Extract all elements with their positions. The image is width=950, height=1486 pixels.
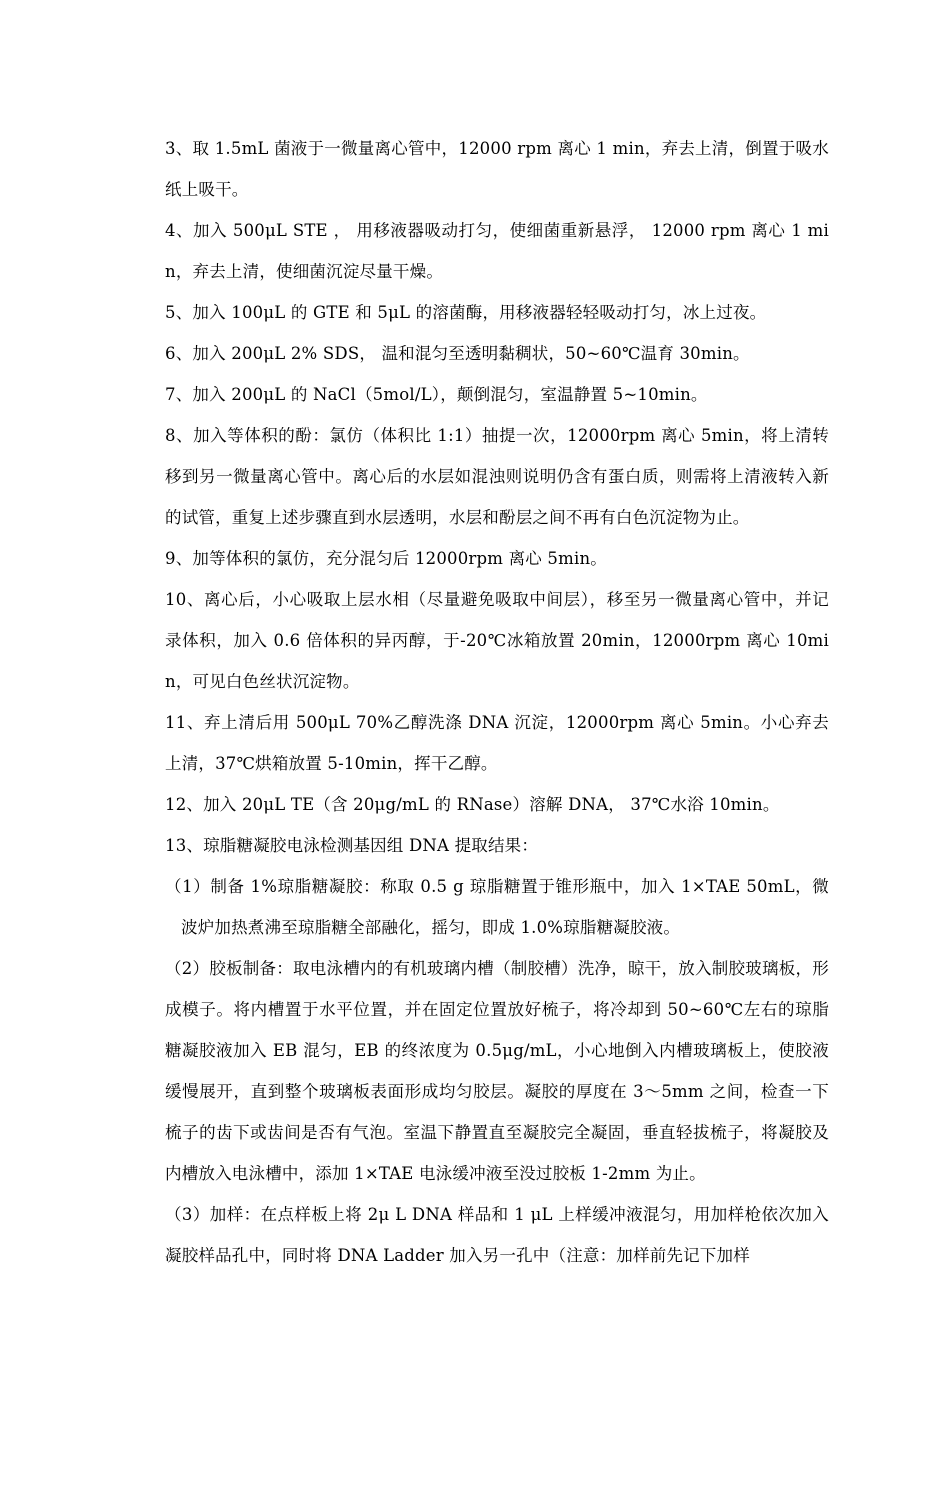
step-11-paragraph: 11、弃上清后用 500μL 70%乙醇洗涤 DNA 沉淀，12000rpm 离心 5min。小心弃去上清，37℃烘箱放置 5-10min，挥干乙醇。 <box>165 713 829 773</box>
substep-2-paragraph: （2）胶板制备：取电泳槽内的有机玻璃内槽（制胶槽）洗净，晾干，放入制胶玻璃板，形成模子。将内槽置于水平位置，并在固定位置放好梳子，将冷却到 50~60℃左右的琼脂糖凝胶液加入 EB 混匀，EB 的终浓度为 0.5μg/mL，小心地倒入内槽玻璃板上，使胶液缓慢展开，直到整个玻璃板表面形成均匀胶层。凝胶的厚度在 3～5mm 之间，检查一下梳子的齿下或齿间是否有气泡。室温下静置直至凝胶完全凝固，垂直轻拔梳子，将凝胶及内槽放入电泳槽中，添加 1×TAE 电泳缓冲液至没过胶板 1-2mm 为止。 <box>165 959 829 1183</box>
step-10-paragraph: 10、离心后，小心吸取上层水相（尽量避免吸取中间层），移至另一微量离心管中，并记录体积，加入 0.6 倍体积的异丙醇，于-20℃冰箱放置 20min，12000rpm 离心 10min，可见白色丝状沉淀物。 <box>165 590 829 691</box>
step-6-paragraph: 6、加入 200μL 2% SDS， 温和混匀至透明黏稠状，50~60℃温育 30min。 <box>165 344 750 363</box>
step-13-paragraph: 13、琼脂糖凝胶电泳检测基因组 DNA 提取结果： <box>165 836 539 855</box>
step-12-paragraph: 12、加入 20μL TE（含 20μg/mL 的 RNase）溶解 DNA， 37℃水浴 10min。 <box>165 795 780 814</box>
step-5-paragraph: 5、加入 100μL 的 GTE 和 5μL 的溶菌酶，用移液器轻轻吸动打匀，冰上过夜。 <box>165 303 767 322</box>
step-7-paragraph: 7、加入 200μL 的 NaCl（5mol/L），颠倒混匀，室温静置 5~10min。 <box>165 385 708 404</box>
document-body <box>165 128 829 1276</box>
step-4-paragraph: 4、加入 500μL STE ， 用移液器吸动打匀，使细菌重新悬浮， 12000 rpm 离心 1 min，弃去上清，使细菌沉淀尽量干燥。 <box>165 221 829 281</box>
substep-3-paragraph: （3）加样：在点样板上将 2μ L DNA 样品和 1 μL 上样缓冲液混匀，用加样枪依次加入凝胶样品孔中，同时将 DNA Ladder 加入另一孔中（注意：加样前先记下加样 <box>165 1205 829 1265</box>
step-8-paragraph: 8、加入等体积的酚：氯仿（体积比 1:1）抽提一次，12000rpm 离心 5min，将上清转移到另一微量离心管中。离心后的水层如混浊则说明仍含有蛋白质，则需将上清液转入新的试管，重复上述步骤直到水层透明，水层和酚层之间不再有白色沉淀物为止。 <box>165 426 829 527</box>
step-9-paragraph: 9、加等体积的氯仿，充分混匀后 12000rpm 离心 5min。 <box>165 549 607 568</box>
substep-1-paragraph: （1）制备 1%琼脂糖凝胶：称取 0.5 g 琼脂糖置于锥形瓶中，加入 1×TAE 50mL，微波炉加热煮沸至琼脂糖全部融化，摇匀，即成 1.0%琼脂糖凝胶液。 <box>165 877 829 937</box>
step-3-paragraph: 3、取 1.5mL 菌液于一微量离心管中，12000 rpm 离心 1 min，弃去上清，倒置于吸水纸上吸干。 <box>165 139 829 199</box>
